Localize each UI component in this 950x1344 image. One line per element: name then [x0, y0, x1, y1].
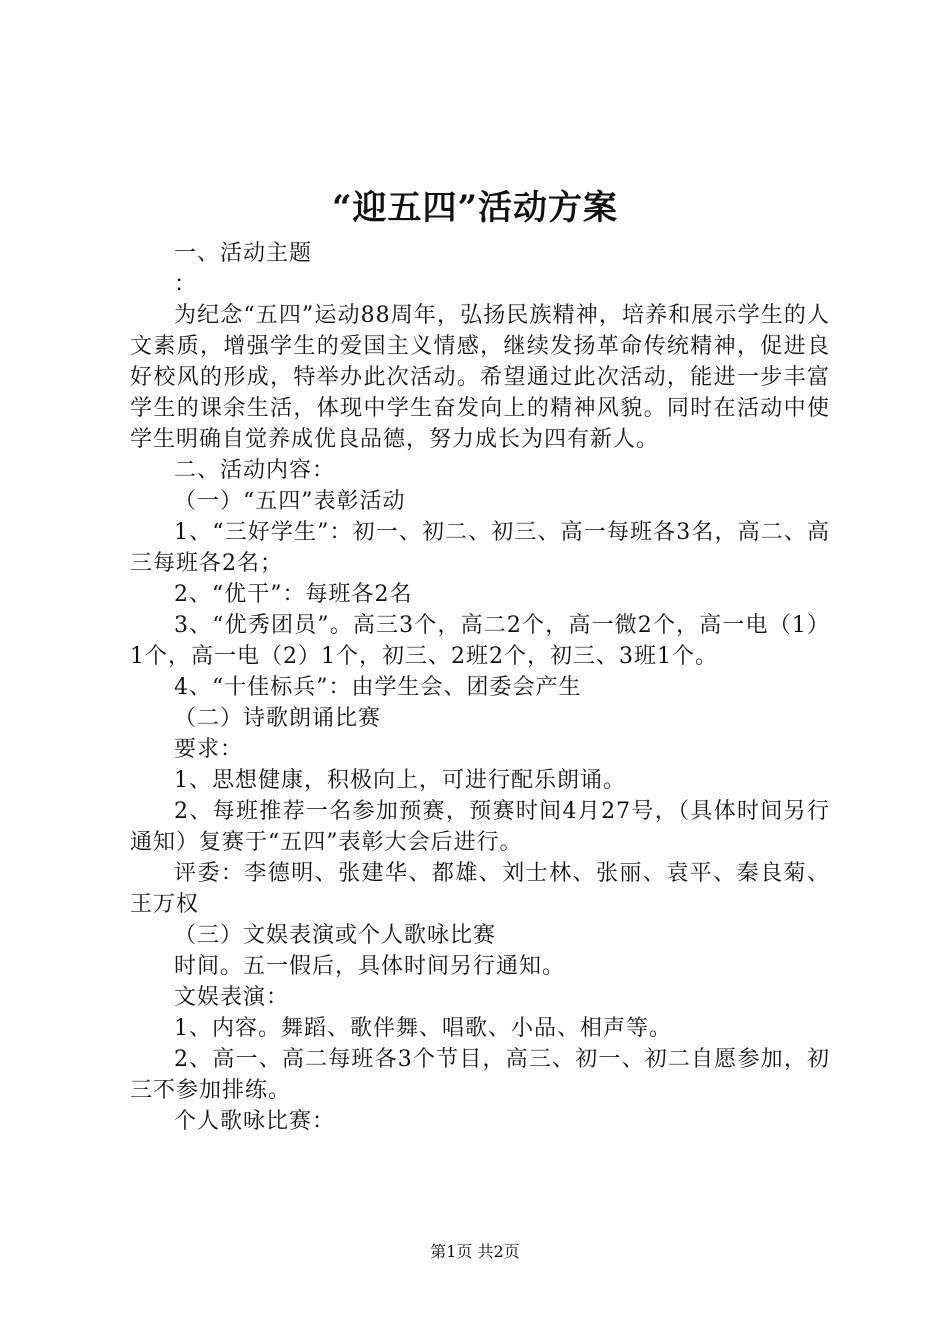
paragraph-time: 时间。五一假后，具体时间另行通知。	[174, 954, 566, 979]
paragraph-performance-1: 1、内容。舞蹈、歌伴舞、唱歌、小品、相声等。	[174, 1016, 672, 1041]
document-title: “迎五四”活动方案	[331, 188, 619, 228]
paragraph-item-3: 3、“优秀团员”。高三3个，高二2个，高一微2个，高一电（1）1个，高一电（2）1个，初三、2班2个，初三、3班1个。	[130, 613, 830, 669]
paragraph-requirement-2: 2、每班推荐一名参加预赛，预赛时间4月27号，（具体时间另行通知）复赛于“五四”表彰大会后进行。	[130, 799, 830, 855]
paragraph-requirement-1: 1、思想健康，积极向上，可进行配乐朗诵。	[174, 768, 626, 793]
paragraph-subsection-3: （三）文娱表演或个人歌咏比赛	[174, 923, 497, 948]
paragraph-item-4: 4、“十佳标兵”：由学生会、团委会产生	[174, 675, 582, 700]
paragraph-section-1-heading: 一、活动主题	[174, 241, 313, 266]
paragraph-item-1: 1、“三好学生”：初一、初二、初三、高一每班各3名，高二、高三每班各2名；	[130, 520, 830, 576]
document-body	[130, 238, 830, 1137]
paragraph-judges: 评委：李德明、张建华、都雄、刘士林、张丽、袁平、秦良菊、王万权	[130, 861, 830, 917]
paragraph-section-2-heading: 二、活动内容：	[174, 458, 336, 483]
paragraph-colon: ：	[174, 272, 198, 297]
paragraph-subsection-2: （二）诗歌朗诵比赛	[174, 706, 382, 731]
paragraph-singing-heading: 个人歌咏比赛：	[174, 1109, 336, 1134]
paragraph-subsection-1: （一）“五四”表彰活动	[174, 489, 406, 514]
paragraph-performance-2: 2、高一、高二每班各3个节目，高三、初一、初二自愿参加，初三不参加排练。	[130, 1047, 830, 1103]
paragraph-requirements: 要求：	[174, 737, 244, 762]
page-footer: 第1页 共2页	[430, 1242, 520, 1261]
paragraph-item-2: 2、“优干”：每班各2名	[174, 582, 413, 607]
paragraph-performance-heading: 文娱表演：	[174, 985, 290, 1010]
paragraph-theme-text: 为纪念“五四”运动88周年，弘扬民族精神，培养和展示学生的人文素质，增强学生的爱国主义情感，继续发扬革命传统精神，促进良好校风的形成，特举办此次活动。希望通过此次活动，能进一步丰富学生的课余生活，体现中学生奋发向上的精神风貌。同时在活动中使学生明确自觉养成优良品德，努力成长为四有新人。	[130, 303, 830, 452]
